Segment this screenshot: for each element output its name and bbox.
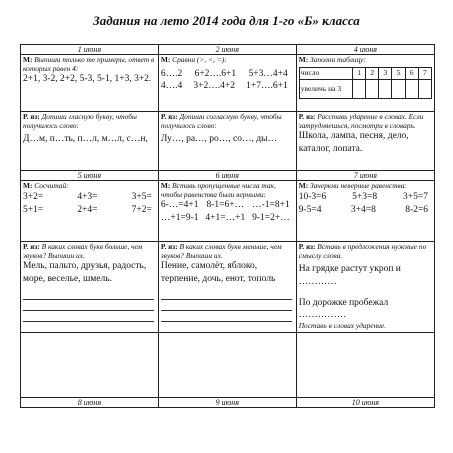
date-june-6: 6 июня <box>158 171 296 181</box>
answer-lines <box>161 289 294 322</box>
increase-by-3-table: число 1 2 3 5 6 7 увеличь на 3 <box>299 67 432 99</box>
math-task-june-7: М: Зачеркни неверные равенства: 10-3=6 5+3=8 3+5=7 9-5=4 3+4=8 8-2=6 <box>296 181 434 242</box>
math-task-june-4: М: Заполни таблицу: число 1 2 3 5 6 7 увеличь на 3 <box>296 55 434 112</box>
math-task-june-6: М: Вставь пропущенные числа так, чтобы равенства были верными: 6-…=4+1 8-1=6+… …-1=8+1 …+1=9-1 4+1=…+1 9-1=2+… <box>158 181 296 242</box>
russian-task-june-2: Р. яз: Допиши согласную букву, чтобы получилось слово: Лу…, ра…, ро…, со…, ды… <box>158 112 296 171</box>
math-task-june-5: М: Сосчитай: 3+2= 4+3= 3+5= 5+1= 2+4= 7+2= <box>21 181 159 242</box>
russian-task-june-1: Р. яз: Допиши гласную букву, чтобы получилось слово: Д…м, п…ть, п…л, м…л, с…н, <box>21 112 159 171</box>
date-june-4: 4 июня <box>296 45 434 55</box>
russian-task-june-6: Р. яз: В каких словах букв меньше, чем звуков? Выпиши их. Пение, самолёт, яблоко, терпение, дочь, енот, тополь <box>158 242 296 333</box>
date-june-9: 9 июня <box>158 397 296 407</box>
date-june-5: 5 июня <box>21 171 159 181</box>
math-task-june-1: М: Выпиши только те примеры, ответ в которых равен 4: 2+1, 3-2, 2+2, 5-3, 5-1, 1+3, 3+2. <box>21 55 159 112</box>
date-june-2: 2 июня <box>158 45 296 55</box>
empty-cell-june-9 <box>158 332 296 397</box>
assignment-grid <box>20 44 435 408</box>
page-title: Задания на лето 2014 года для 1-го «Б» класса <box>93 13 360 28</box>
empty-cell-june-8 <box>21 332 159 397</box>
russian-task-june-7: Р. яз: Вставь в предложения нужные по смыслу слова. На грядке растут укроп и ………… По дорожке пробежал …………… Поставь в словах ударение. <box>296 242 434 333</box>
date-june-10: 10 июня <box>296 397 434 407</box>
empty-cell-june-10 <box>296 332 434 397</box>
date-june-1: 1 июня <box>21 45 159 55</box>
math-task-june-2: М: Сравни (>, <, =): 6….2 6+2….6+1 5+3…4+4 4….4 3+2….4+2 1+7….6+1 <box>158 55 296 112</box>
russian-task-june-5: Р. яз: В каких словах букв больше, чем звуков? Выпиши их. Мель, пальто, друзья, радость, море, веселье, шмель. <box>21 242 159 333</box>
date-june-8: 8 июня <box>21 397 159 407</box>
date-june-7: 7 июня <box>296 171 434 181</box>
answer-lines <box>23 289 156 322</box>
russian-task-june-4: Р. яз: Расставь ударение в словах. Если затрудняешься, посмотри в словарь. Школа, лампа, песня, дело, каталог, лопата. <box>296 112 434 171</box>
